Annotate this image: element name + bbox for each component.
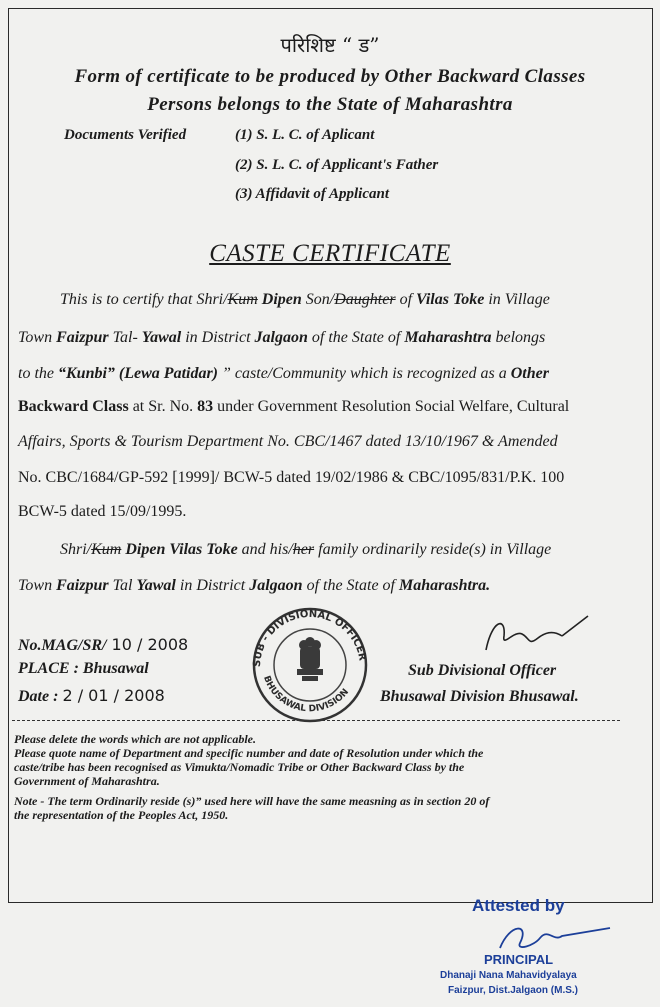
officer-signature [478, 610, 598, 660]
form-title-line2: Persons belongs to the State of Maharashtra [147, 94, 513, 115]
principal-label: PRINCIPAL [484, 952, 554, 967]
reference-place: PLACE : Bhusawal [18, 660, 149, 677]
note-line: Note - The term Ordinarily reside (s)” used here will have the same measning as in section 20 of [14, 794, 490, 808]
note-line: caste/tribe has been recognised as Vimukta/Nomadic Tribe or Other Backward Class by the [14, 760, 465, 774]
note-line: the representation of the Peoples Act, 1950. [14, 808, 229, 822]
attested-by-label: Attested by [472, 896, 565, 915]
form-title-line1: Form of certificate to be produced by Other Backward Classes [74, 66, 586, 87]
note-line: Please delete the words which are not applicable. [14, 732, 256, 746]
document-item: (1) S. L. C. of Aplicant [235, 127, 375, 143]
certificate-title: CASTE CERTIFICATE [209, 240, 451, 267]
document-item: (3) Affidavit of Applicant [235, 186, 390, 202]
body-line: Town Faizpur Tal Yawal in District Jalgaon of the State of Maharashtra. [18, 577, 491, 594]
body-line: BCW-5 dated 15/09/1995. [18, 503, 187, 520]
college-name: Dhanaji Nana Mahavidyalaya [440, 970, 577, 981]
college-address: Faizpur, Dist.Jalgaon (M.S.) [448, 985, 579, 996]
document-item: (2) S. L. C. of Applicant's Father [235, 157, 439, 173]
officer-division: Bhusawal Division Bhusawal. [380, 688, 579, 705]
body-line: No. CBC/1684/GP-592 [1999]/ BCW-5 dated 19/02/1986 & CBC/1095/831/P.K. 100 [18, 469, 565, 486]
documents-label: Documents Verified [64, 127, 187, 143]
svg-text:BHUSAWAL DIVISION: BHUSAWAL DIVISION [261, 674, 352, 715]
official-seal [242, 605, 378, 723]
officer-title: Sub Divisional Officer [408, 662, 557, 679]
note-line: Government of Maharashtra. [14, 774, 160, 788]
body-line: to the “Kunbi” (Lewa Patidar) ” caste/Community which is recognized as a Other [18, 365, 549, 382]
body-line: Shri/Kum Dipen Vilas Toke and his/her family ordinarily reside(s) in Village [60, 541, 552, 558]
separator-dashed [12, 720, 620, 721]
body-line: Affairs, Sports & Tourism Department No. CBC/1467 dated 13/10/1967 & Amended [18, 433, 558, 450]
body-line: This is to certify that Shri/Kum Dipen Son/Daughter of Vilas Toke in Village [60, 291, 550, 308]
reference-date: Date : 2 / 01 / 2008 [18, 686, 165, 705]
body-line: Backward Class at Sr. No. 83 under Government Resolution Social Welfare, Cultural [18, 398, 570, 415]
reference-number: No.MAG/SR/ 10 / 2008 [18, 635, 189, 654]
svg-text:SUB - DIVISIONAL OFFICER: SUB - DIVISIONAL OFFICER [251, 608, 368, 668]
note-line: Please quote name of Department and specific number and date of Resolution under which the [14, 746, 484, 760]
body-line: Town Faizpur Tal- Yawal in District Jalgaon of the State of Maharashtra belongs [18, 329, 546, 346]
annex-heading: परिशिष्ट “ ड” [280, 33, 380, 57]
